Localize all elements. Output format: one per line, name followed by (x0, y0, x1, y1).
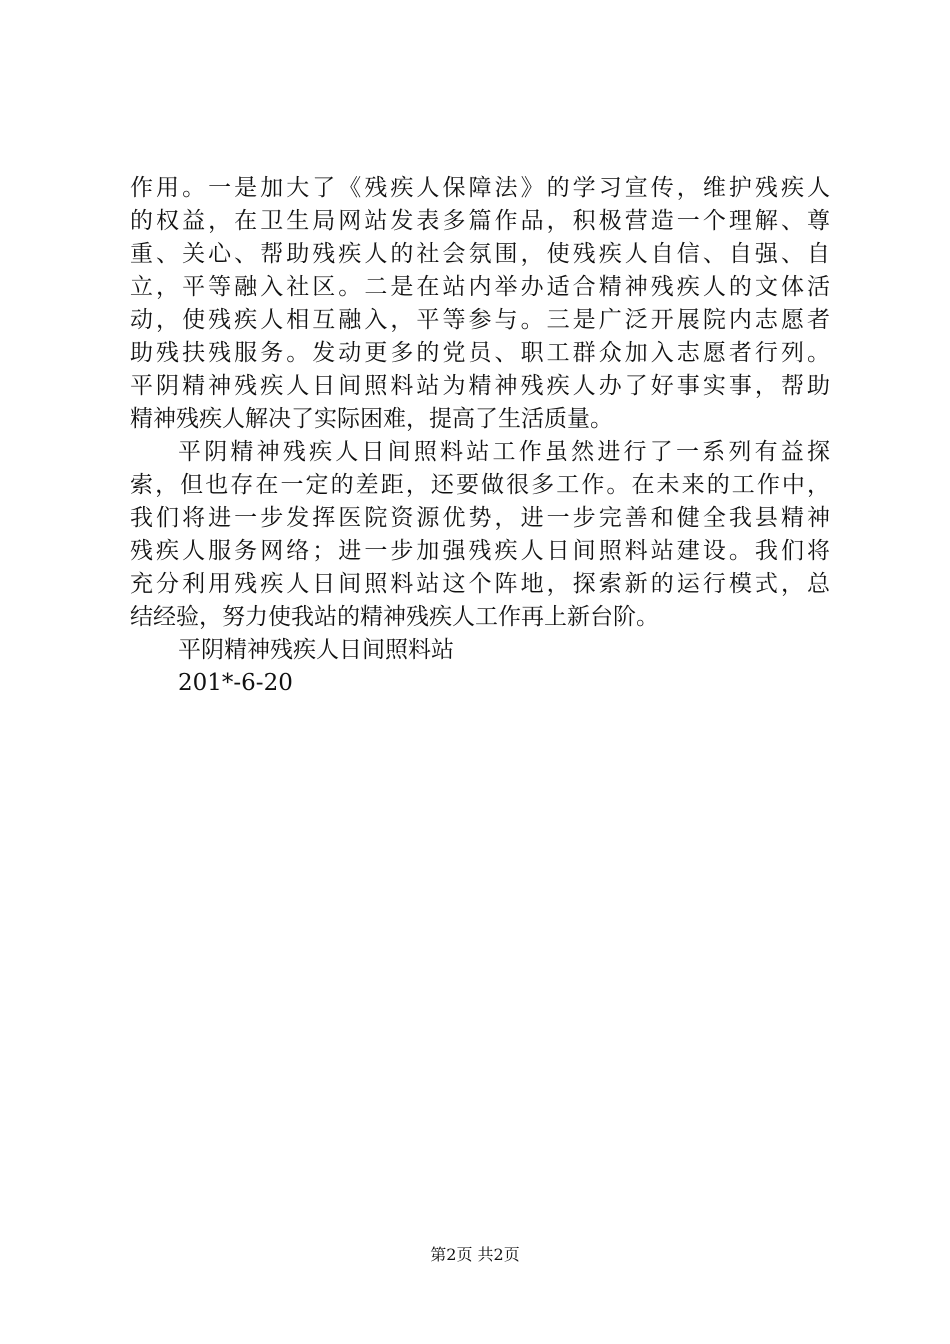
text-line: 平阴精神残疾人日间照料站工作虽然进行了一系列有益探 (178, 439, 830, 465)
text-line: 残疾人服务网络；进一步加强残疾人日间照料站建设。我们将 (130, 538, 830, 564)
text-line: 助残扶残服务。发动更多的党员、职工群众加入志愿者行列。 (130, 340, 830, 366)
text-line: 平阴精神残疾人日间照料站为精神残疾人办了好事实事，帮助 (130, 373, 830, 399)
text-line: 立，平等融入社区。二是在站内举办适合精神残疾人的文体活 (130, 274, 830, 300)
text-line: 作用。一是加大了《残疾人保障法》的学习宣传，维护残疾人 (130, 175, 830, 201)
paragraph-1 (130, 172, 830, 436)
signature-organization: 平阴精神残疾人日间照料站 (178, 637, 454, 663)
text-line: 我们将进一步发挥医院资源优势，进一步完善和健全我县精神 (130, 505, 830, 531)
text-line: 索，但也存在一定的差距，还要做很多工作。在未来的工作中， (130, 472, 830, 498)
page-footer: 第2页 共2页 (430, 1245, 520, 1264)
text-line: 的权益，在卫生局网站发表多篇作品，积极营造一个理解、尊 (130, 208, 830, 234)
paragraph-2 (130, 436, 830, 634)
text-line: 重、关心、帮助残疾人的社会氛围，使残疾人自信、自强、自 (130, 241, 830, 267)
document-body (130, 172, 830, 700)
text-line: 充分利用残疾人日间照料站这个阵地，探索新的运行模式，总 (130, 571, 830, 597)
signature-block (130, 634, 830, 700)
text-line: 结经验，努力使我站的精神残疾人工作再上新台阶。 (130, 604, 659, 630)
text-line: 精神残疾人解决了实际困难，提高了生活质量。 (130, 406, 613, 432)
text-line: 动，使残疾人相互融入，平等参与。三是广泛开展院内志愿者 (130, 307, 830, 333)
signature-date: 201*-6-20 (178, 670, 293, 696)
